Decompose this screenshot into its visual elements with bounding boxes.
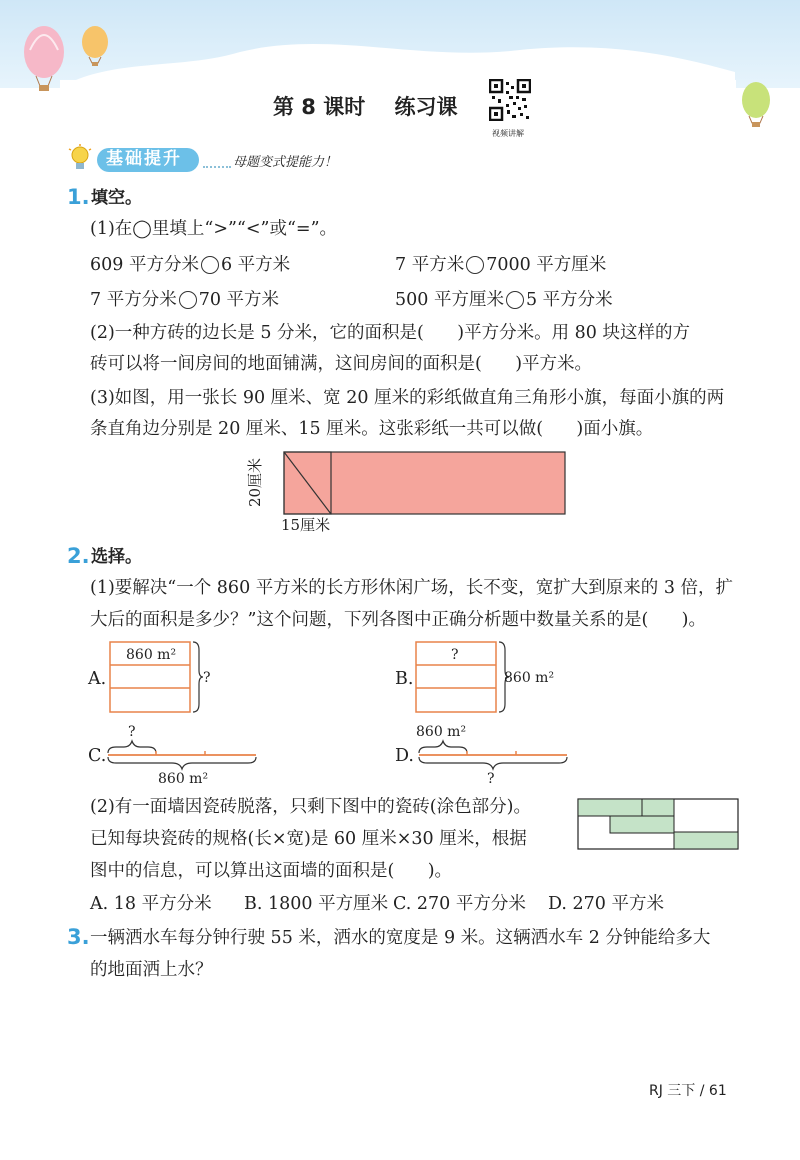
option-d-letter[interactable]: D. [395, 746, 414, 766]
question-title: 填空。 [91, 188, 142, 208]
compare-right: 7000 平方厘米 [486, 255, 607, 275]
tile-wall-figure [577, 798, 741, 852]
answer-circle[interactable] [201, 256, 219, 274]
compare-item [395, 291, 613, 310]
question-number: 1. [67, 185, 90, 209]
balloon-icon [742, 82, 770, 127]
q2-part2-line3: 图中的信息，可以算出这面墙的面积是( )。 [90, 861, 453, 881]
answer-circle[interactable] [179, 291, 197, 309]
q2-part2-line2: 已知每块瓷砖的规格(长×宽)是 60 厘米×30 厘米，根据 [90, 829, 527, 849]
compare-right: 6 平方米 [220, 255, 291, 275]
option-b-letter[interactable]: B. [395, 669, 414, 689]
q1-instruction: (1)在◯里填上“>”“<”或“=”。 [90, 219, 338, 239]
option-b-side-label: 860 m² [504, 670, 555, 686]
option-b-box-label: ? [451, 647, 459, 663]
option-b-diagram[interactable] [414, 640, 514, 718]
choice-c[interactable]: C. 270 平方分米 [393, 894, 526, 914]
compare-left: 7 平方米 [395, 255, 465, 275]
answer-circle[interactable] [466, 256, 484, 274]
option-a-box-label: 860 m² [126, 647, 177, 663]
q2-part1-line1: (1)要解决“一个 860 平方米的长方形休闲广场，长不变，宽扩大到原来的 3 倍，扩 [90, 578, 734, 598]
compare-item [395, 256, 606, 275]
balloon-icon [24, 26, 64, 91]
compare-right: 70 平方米 [198, 290, 280, 310]
compare-item [90, 291, 279, 310]
header-decoration [0, 0, 800, 140]
width-label: 15厘米 [281, 516, 331, 534]
option-a-letter[interactable]: A. [88, 669, 107, 689]
q3-line1: 一辆洒水车每分钟行驶 55 米，洒水的宽度是 9 米。这辆洒水车 2 分钟能给多大 [90, 928, 711, 948]
section-badge-label: 基础提升 [106, 149, 182, 169]
choice-d[interactable]: D. 270 平方米 [548, 894, 664, 914]
balloon-icon [82, 26, 108, 66]
q1-part2-line2: 砖可以将一间房间的地面铺满，这间房间的面积是( )平方米。 [90, 354, 593, 374]
lightbulb-icon [67, 144, 93, 174]
compare-left: 609 平方分米 [90, 255, 199, 275]
option-c-bottom-label: 860 m² [158, 771, 209, 787]
q1-part3-line1: (3)如图，用一张长 90 厘米、宽 20 厘米的彩纸做直角三角形小旗，每面小旗的两 [90, 388, 725, 408]
choice-a[interactable]: A. 18 平方分米 [90, 894, 212, 914]
option-a-side-label: ? [203, 670, 211, 686]
compare-left: 7 平方分米 [90, 290, 177, 310]
q2-part1-line2: 大后的面积是多少？”这个问题，下列各图中正确分析题中数量关系的是( )。 [90, 610, 706, 630]
option-c-diagram[interactable] [106, 735, 258, 775]
section-subtitle: 母题变式提能力！ [233, 155, 338, 170]
qr-code-icon[interactable] [489, 79, 531, 121]
compare-right: 5 平方分米 [525, 290, 613, 310]
q1-part3-line2: 条直角边分别是 20 厘米、15 厘米。这张彩纸一共可以做( )面小旗。 [90, 419, 654, 439]
option-c-letter[interactable]: C. [88, 746, 107, 766]
question-number: 2. [67, 544, 90, 568]
choice-b[interactable]: B. 1800 平方厘米 [244, 894, 389, 914]
compare-left: 500 平方厘米 [395, 290, 504, 310]
page-title: 第 8 课时 练习课 [273, 95, 458, 119]
option-c-top-label: ? [128, 724, 136, 740]
option-d-diagram[interactable] [417, 735, 569, 775]
question-number: 3. [67, 925, 90, 949]
option-d-top-label: 860 m² [416, 724, 467, 740]
compare-item [90, 256, 290, 275]
q3-line2: 的地面洒上水？ [90, 960, 213, 980]
colored-paper [284, 452, 565, 514]
qr-caption: 视频讲解 [492, 129, 524, 138]
q2-part2-line1: (2)有一面墙因瓷砖脱落，只剩下图中的瓷砖(涂色部分)。 [90, 797, 531, 817]
height-label: 20厘米 [246, 457, 265, 508]
section-dotted-line [203, 166, 231, 168]
answer-circle[interactable] [506, 291, 524, 309]
option-d-bottom-label: ? [487, 771, 495, 787]
page-number: RJ 三下 / 61 [649, 1083, 727, 1099]
q1-part2-line1: (2)一种方砖的边长是 5 分米，它的面积是( )平方分米。用 80 块这样的方 [90, 323, 690, 343]
question-title: 选择。 [91, 547, 142, 567]
